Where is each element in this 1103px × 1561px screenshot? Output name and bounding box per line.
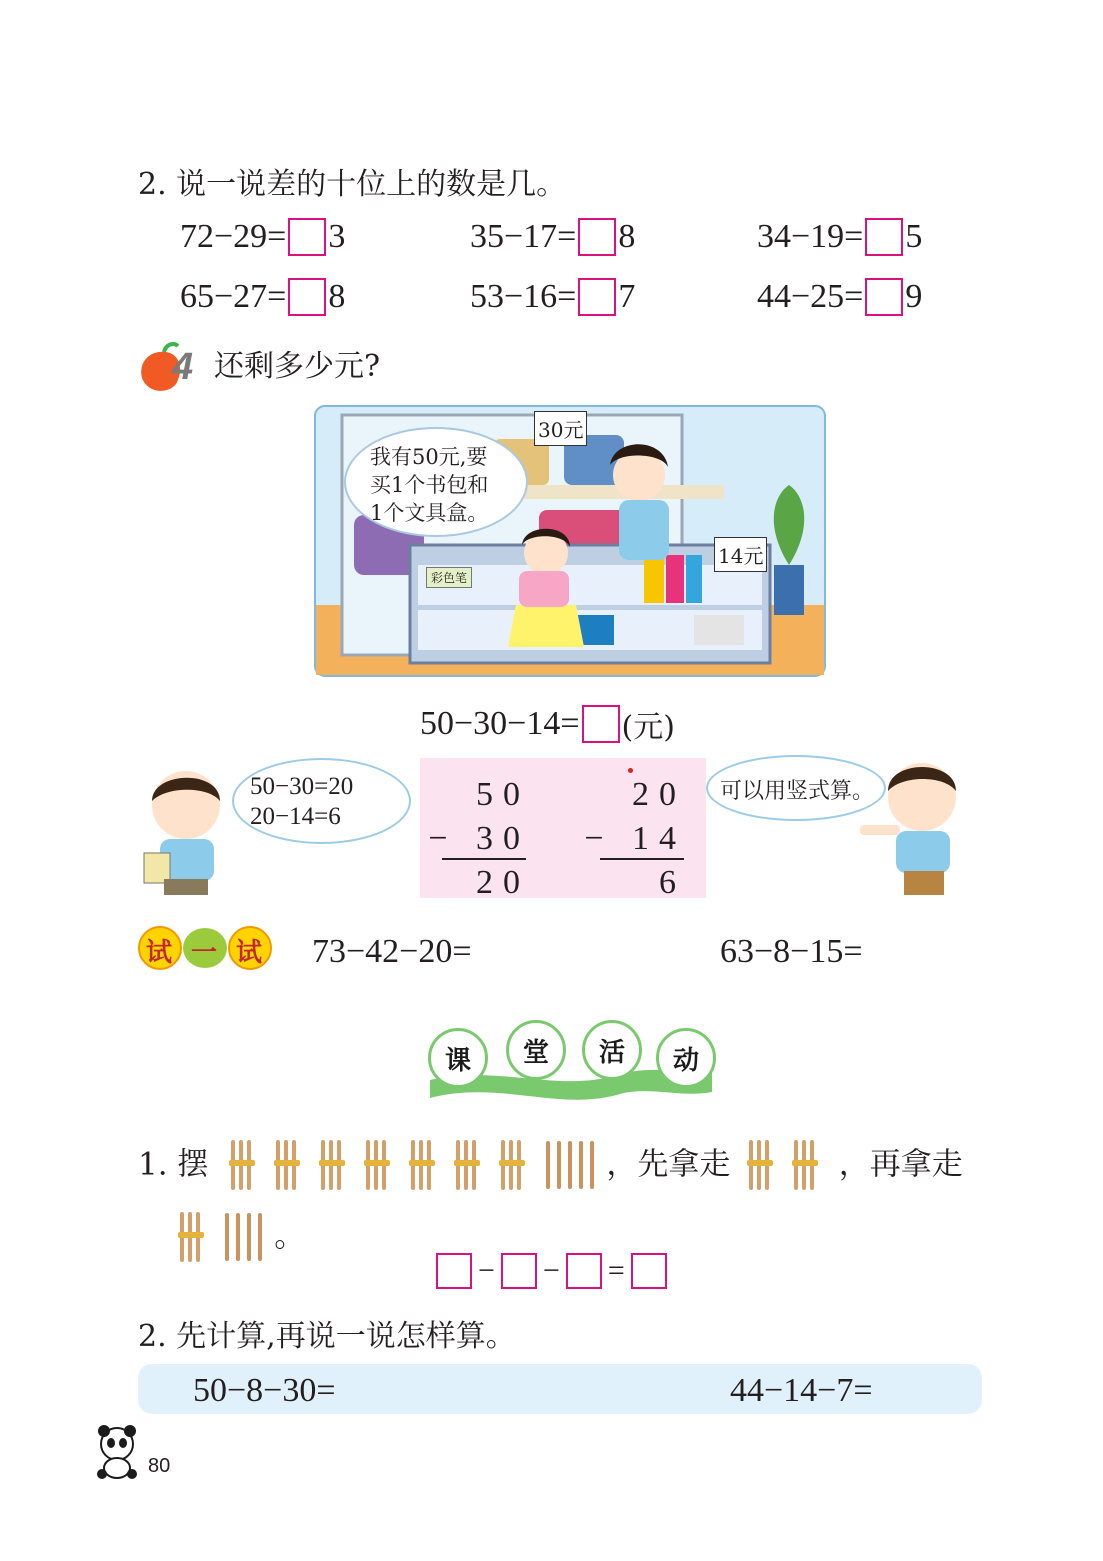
stick-bundle-icon	[366, 1140, 388, 1190]
stick-bundle-icon	[456, 1140, 478, 1190]
stick-bundle-icon	[321, 1140, 343, 1190]
activity-item-1-continued: 。	[180, 1212, 305, 1272]
answer-box[interactable]	[288, 278, 326, 316]
stick-icon	[546, 1141, 550, 1189]
answer-box[interactable]	[288, 218, 326, 256]
right-speech-bubble: 可以用竖式算。	[706, 755, 886, 821]
diff-problem-6: 44−25= 9	[757, 278, 923, 315]
borrow-dot	[628, 768, 633, 773]
answer-box[interactable]	[582, 705, 620, 743]
class-activity-banner: 课 堂 活 动	[420, 1020, 720, 1100]
stick-icon	[247, 1213, 251, 1261]
shop-illustration	[314, 405, 826, 677]
activity-2-problem-2: 44−14−7=	[730, 1372, 873, 1409]
left-speech-bubble: 50−30=20 20−14=6	[232, 758, 411, 844]
vertical-calculation-panel: 50 − 30 20 20 − 14 6	[420, 758, 706, 898]
answer-box[interactable]	[436, 1253, 472, 1289]
stick-bundle-icon	[501, 1140, 523, 1190]
example-4-equation: 50−30−14= (元)	[420, 705, 675, 745]
diff-problem-1: 72−29= 3	[180, 218, 346, 255]
answer-box[interactable]	[631, 1253, 667, 1289]
diff-problem-3: 34−19= 5	[757, 218, 923, 255]
answer-box[interactable]	[501, 1253, 537, 1289]
stick-bundle-icon	[231, 1140, 253, 1190]
section-2-title: 2. 说一说差的十位上的数是几。	[138, 167, 567, 202]
stick-icon	[225, 1213, 229, 1261]
answer-box[interactable]	[578, 218, 616, 256]
page-number: 80	[148, 1455, 171, 1477]
exercise-bar	[138, 1364, 982, 1414]
answer-box[interactable]	[865, 278, 903, 316]
stick-bundle-icon	[411, 1140, 433, 1190]
answer-box[interactable]	[865, 218, 903, 256]
answer-box[interactable]	[578, 278, 616, 316]
stick-icon	[579, 1141, 583, 1189]
boy-left-image	[138, 765, 248, 900]
try-it-problem-2: 63−8−15=	[720, 933, 863, 970]
boy-right-image	[860, 755, 990, 900]
pencil-box-label: 彩色笔	[426, 567, 472, 588]
stick-icon	[590, 1141, 594, 1189]
stick-bundle-icon	[794, 1140, 816, 1190]
activity-1-box-equation: − − =	[436, 1253, 667, 1289]
stick-bundle-icon	[180, 1212, 202, 1262]
try-it-badge: 试 一 试	[138, 922, 273, 974]
example-4-question: 还剩多少元?	[214, 349, 381, 384]
girl-speech-bubble: 我有50元,要 买1个书包和 1个文具盒。	[344, 427, 528, 537]
try-it-problem-1: 73−42−20=	[312, 933, 472, 970]
stick-icon	[258, 1213, 262, 1261]
stick-icon	[236, 1213, 240, 1261]
stick-icon	[568, 1141, 572, 1189]
example-number-badge: 4	[136, 340, 206, 396]
stick-icon	[557, 1141, 561, 1189]
diff-problem-5: 53−16= 7	[470, 278, 636, 315]
activity-2-problem-1: 50−8−30=	[193, 1372, 336, 1409]
stick-bundle-icon	[749, 1140, 771, 1190]
activity-item-1: 1. 摆 ，先拿走 ，再拿走	[138, 1140, 998, 1220]
diff-problem-4: 65−27= 8	[180, 278, 346, 315]
bundles-of-ten-group	[231, 1155, 547, 1174]
panda-icon	[92, 1424, 142, 1480]
price-tag-box: 14元	[714, 537, 767, 572]
answer-box[interactable]	[566, 1253, 602, 1289]
activity-item-2-title: 2. 先计算,再说一说怎样算。	[138, 1319, 516, 1354]
carrot-icon	[136, 340, 206, 396]
price-tag-bag: 30元	[534, 411, 587, 446]
diff-problem-2: 35−17= 8	[470, 218, 636, 255]
single-sticks-group	[546, 1155, 606, 1174]
stick-bundle-icon	[276, 1140, 298, 1190]
